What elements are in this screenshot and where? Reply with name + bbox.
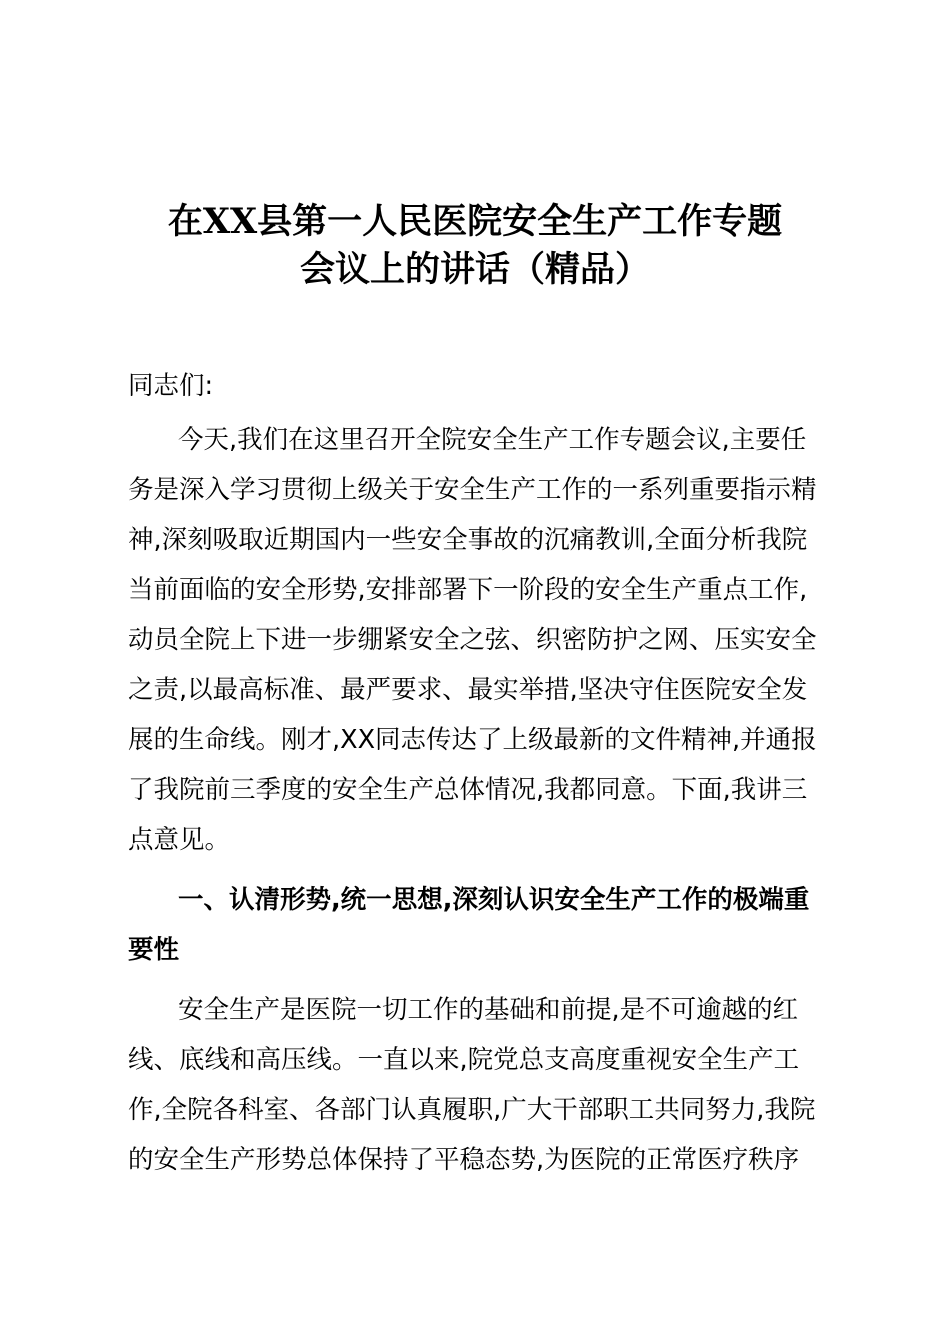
text-line: 作,全院各科室、各部门认真履职,广大干部职工共同努力,我院 [128,1095,816,1125]
text-line: 了我院前三季度的安全生产总体情况,我都同意。下面,我讲三 [128,775,808,805]
text-line: 当前面临的安全形势,安排部署下一阶段的安全生产重点工作, [128,575,808,605]
document-title-line-1: 在XX县第一人民医院安全生产工作专题 [167,201,783,242]
text-line: 动员全院上下进一步绷紧安全之弦、织密防护之网、压实安全 [128,625,817,655]
text-line: 今天,我们在这里召开全院安全生产工作专题会议,主要任 [178,425,807,455]
text-line: 的安全生产形势总体保持了平稳态势,为医院的正常医疗秩序 [128,1145,800,1175]
text-line: 点意见。 [128,825,231,855]
text-line: 线、底线和高压线。一直以来,院党总支高度重视安全生产工 [128,1045,800,1075]
text-line: 安全生产是医院一切工作的基础和前提,是不可逾越的红 [178,995,799,1025]
document-title-line-2: 会议上的讲话（精品） [299,249,650,290]
text-line: 之责,以最高标准、最严要求、最实举措,坚决守住医院安全发 [128,675,808,705]
text-line: 务是深入学习贯彻上级关于安全生产工作的一系列重要指示精 [128,475,817,505]
text-line: 神,深刻吸取近期国内一些安全事故的沉痛教训,全面分析我院 [128,525,808,555]
text-line: 展的生命线。刚才,XX同志传达了上级最新的文件精神,并通报 [128,725,817,755]
heading-line: 一、认清形势,统一思想,深刻认识安全生产工作的极端重 [178,885,810,915]
heading-line: 要性 [128,935,180,965]
salutation: 同志们: [128,371,214,401]
